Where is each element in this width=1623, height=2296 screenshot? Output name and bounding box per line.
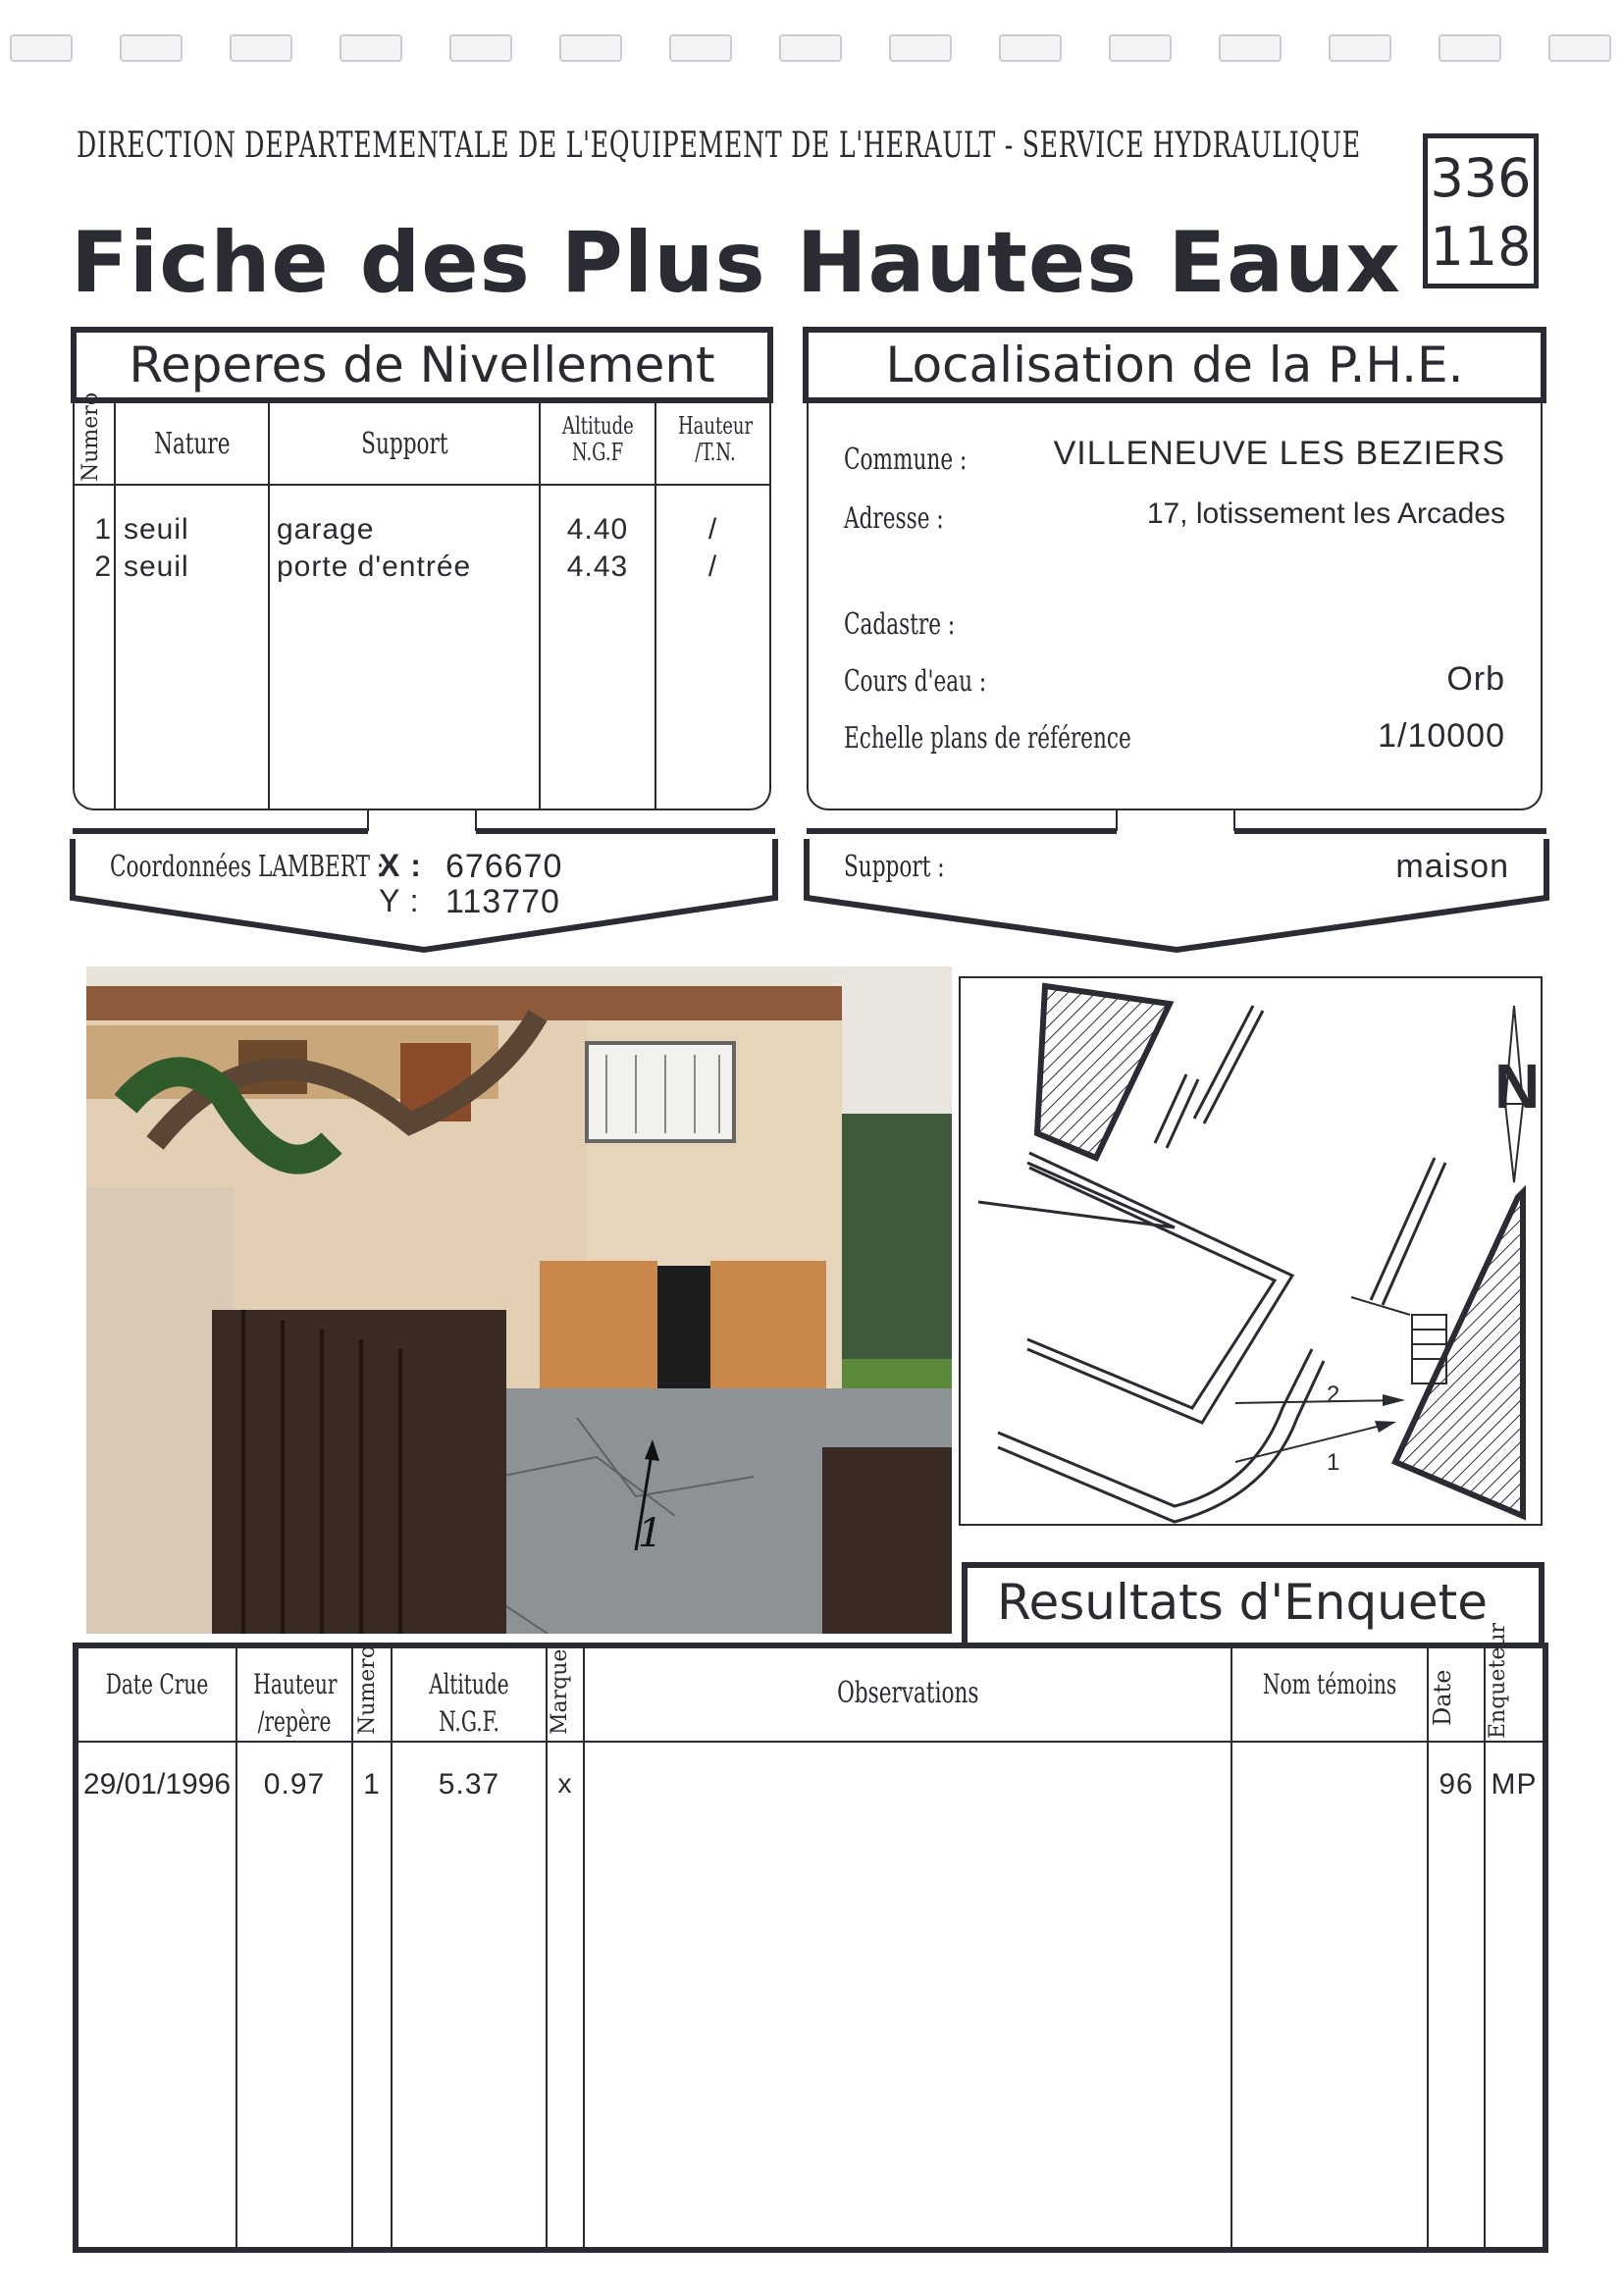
- row-numero: 1: [363, 1768, 381, 1800]
- col-enqueteur: Enqueteur: [1486, 1622, 1510, 1739]
- localisation-title: Localisation de la P.H.E.: [803, 327, 1546, 403]
- location-plan: [959, 976, 1543, 1526]
- row-support: porte d'entrée: [277, 550, 472, 583]
- resultats-table: [73, 1622, 1548, 2253]
- y-value: 113770: [445, 883, 560, 920]
- row-altitude: 5.37: [438, 1768, 500, 1800]
- row-marque: x: [557, 1768, 573, 1799]
- col-date: Date: [1429, 1669, 1456, 1726]
- row-enqueteur: MP: [1491, 1768, 1538, 1800]
- table-row: [79, 1768, 1543, 1807]
- col-nature: Nature: [153, 427, 231, 461]
- col-numero: Numero: [79, 391, 103, 482]
- echelle-value: 1/10000: [1378, 717, 1505, 755]
- col-date-crue: Date Crue: [105, 1668, 209, 1700]
- resultats-title: Resultats d'Enquete: [997, 1574, 1488, 1631]
- row-nature: seuil: [124, 550, 189, 583]
- adresse-value: 17, lotissement les Arcades: [1146, 497, 1505, 530]
- row-numero: 2: [94, 550, 112, 583]
- col-hauteur-repere: Hauteur /repère: [253, 1668, 338, 1738]
- plan-label-2: 2: [1327, 1382, 1340, 1408]
- support-value: maison: [1395, 848, 1509, 885]
- commune-value: VILLENEUVE LES BEZIERS: [1053, 435, 1505, 472]
- photo-mark-label: 1: [638, 1511, 663, 1556]
- row-hauteur: /: [707, 513, 718, 546]
- col-marque: Marque: [548, 1648, 572, 1735]
- cours-value: Orb: [1446, 660, 1505, 698]
- echelle-label: Echelle plans de référence: [844, 721, 1131, 756]
- cadastre-label: Cadastre :: [844, 607, 956, 642]
- col-numero: Numero: [355, 1644, 380, 1735]
- plan-label-1: 1: [1327, 1449, 1340, 1476]
- adresse-label: Adresse :: [844, 501, 944, 536]
- localisation-panel: [807, 403, 1543, 810]
- row-altitude: 4.40: [566, 513, 629, 546]
- support-label: Support :: [844, 850, 945, 884]
- page-title: Fiche des Plus Hautes Eaux: [71, 214, 1401, 312]
- reperes-panel: [73, 391, 771, 810]
- row-nature: seuil: [124, 513, 189, 546]
- col-altitude: Altitude N.G.F.: [429, 1668, 509, 1738]
- reference-box: [1423, 133, 1539, 288]
- cours-label: Cours d'eau :: [844, 664, 987, 699]
- north-label: N: [1494, 1051, 1541, 1122]
- row-altitude: 4.43: [566, 550, 629, 583]
- row-hauteur: 0.97: [263, 1768, 326, 1800]
- reperes-title: Reperes de Nivellement: [71, 327, 773, 403]
- row-date-crue: 29/01/1996: [82, 1768, 232, 1800]
- col-nom-temoins: Nom témoins: [1262, 1668, 1397, 1700]
- x-value: 676670: [445, 848, 563, 885]
- reference-number-top: 336: [1430, 147, 1532, 209]
- row-hauteur: /: [707, 550, 718, 583]
- col-altitude: Altitude N.G.F: [562, 412, 634, 466]
- reference-number-bottom: 118: [1430, 216, 1532, 278]
- row-support: garage: [277, 513, 375, 546]
- col-observations: Observations: [836, 1676, 979, 1710]
- house-photo: [86, 966, 952, 1634]
- x-label: X :: [379, 848, 422, 883]
- coordinates-label: Coordonnées LAMBERT :: [110, 850, 385, 884]
- col-support: Support: [360, 427, 448, 461]
- row-date: 96: [1439, 1768, 1474, 1800]
- row-numero: 1: [94, 513, 112, 546]
- y-label: Y :: [379, 883, 420, 918]
- col-hauteur: Hauteur /T.N.: [677, 412, 754, 466]
- commune-label: Commune :: [844, 443, 968, 477]
- agency-header: DIRECTION DEPARTEMENTALE DE L'EQUIPEMENT DE L'HERAULT - SERVICE HYDRAULIQUE: [77, 126, 1361, 166]
